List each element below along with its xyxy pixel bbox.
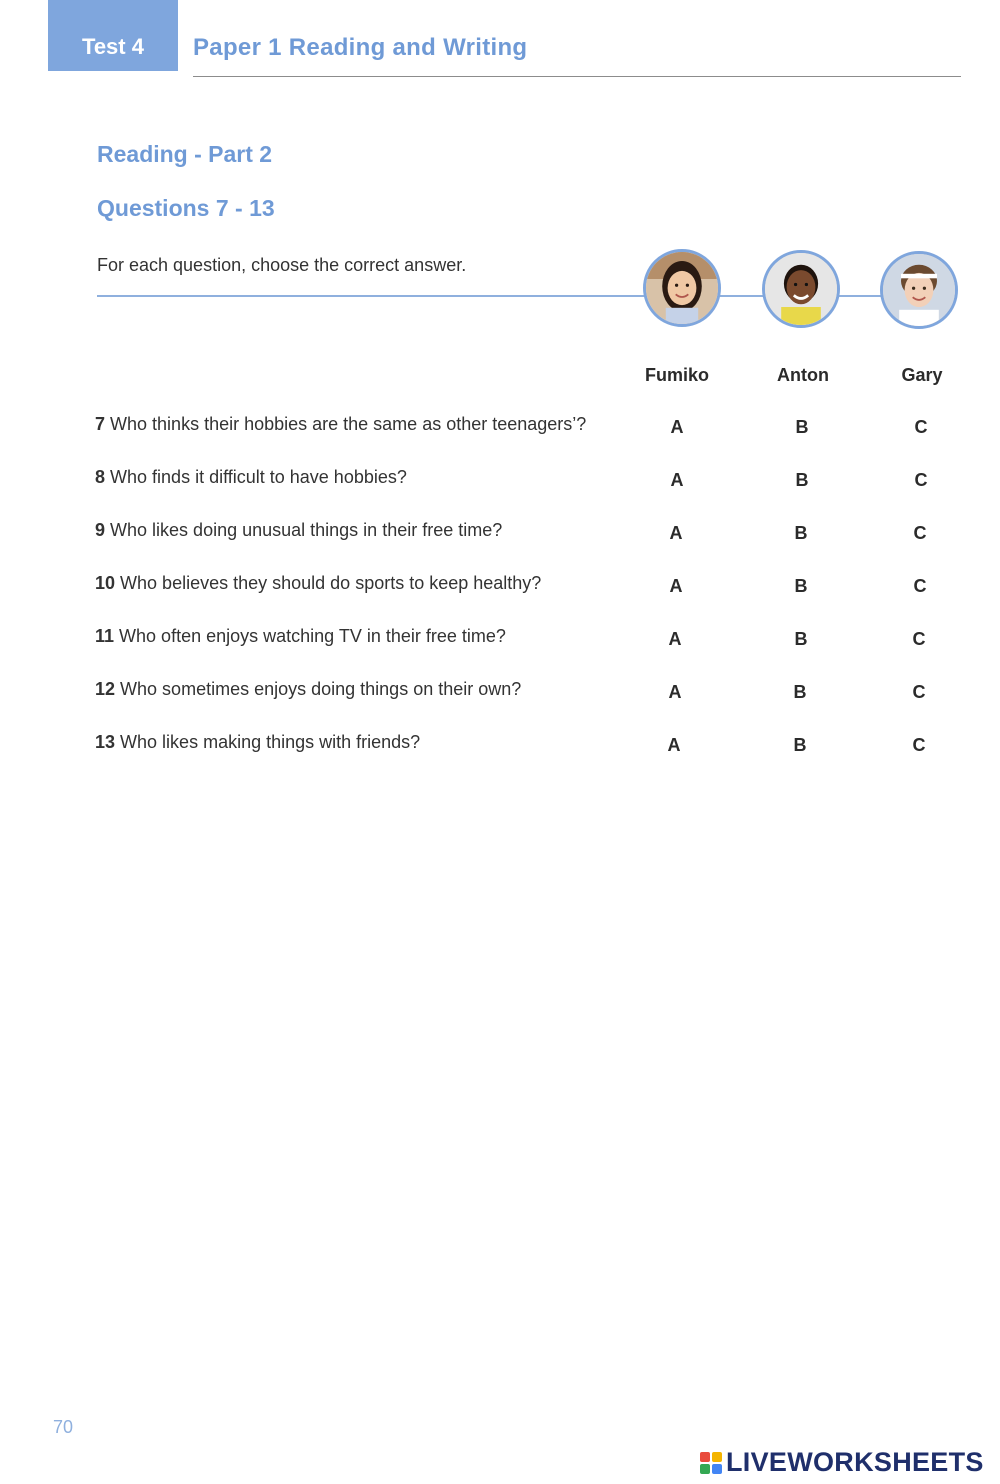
option-b[interactable]: B bbox=[794, 576, 808, 596]
option-c[interactable]: C bbox=[912, 629, 926, 649]
question-text bbox=[95, 520, 502, 541]
column-header-anton: Anton bbox=[777, 365, 829, 385]
option-c[interactable]: C bbox=[914, 417, 928, 437]
person-photo-icon bbox=[646, 252, 718, 324]
option-a[interactable]: A bbox=[667, 735, 681, 755]
question-row-8 bbox=[95, 467, 965, 497]
question-prompt: Who often enjoys watching TV in their free time? bbox=[119, 626, 506, 646]
liveworksheets-logo[interactable] bbox=[700, 1447, 984, 1478]
question-prompt: Who thinks their hobbies are the same as other teenagers’? bbox=[110, 414, 587, 434]
question-text bbox=[95, 414, 586, 435]
questions-range: Questions 7 - 13 bbox=[97, 195, 275, 221]
question-number: 13 bbox=[95, 732, 116, 752]
question-number: 7 bbox=[95, 414, 106, 434]
avatar-anton bbox=[762, 250, 840, 328]
question-text bbox=[95, 626, 506, 647]
question-row-9 bbox=[95, 520, 965, 550]
instruction-text: For each question, choose the correct answer. bbox=[97, 255, 467, 275]
question-prompt: Who believes they should do sports to keep healthy? bbox=[120, 573, 542, 593]
question-row-10 bbox=[95, 573, 965, 603]
option-b[interactable]: B bbox=[793, 735, 807, 755]
question-text bbox=[95, 679, 521, 700]
option-c[interactable]: C bbox=[912, 682, 926, 702]
option-b[interactable]: B bbox=[795, 417, 809, 437]
question-number: 10 bbox=[95, 573, 116, 593]
option-c[interactable]: C bbox=[912, 735, 926, 755]
question-number: 8 bbox=[95, 467, 106, 487]
question-row-13 bbox=[95, 732, 965, 762]
page-number: 70 bbox=[53, 1417, 74, 1437]
option-a[interactable]: A bbox=[668, 629, 682, 649]
avatar-gary bbox=[880, 251, 958, 329]
question-row-11 bbox=[95, 626, 965, 656]
question-row-7 bbox=[95, 414, 965, 444]
option-b[interactable]: B bbox=[793, 682, 807, 702]
paper-title: Paper 1 Reading and Writing bbox=[193, 34, 528, 61]
option-a[interactable]: A bbox=[668, 682, 682, 702]
test-tab-label: Test 4 bbox=[82, 33, 144, 59]
question-text bbox=[95, 573, 541, 594]
option-a[interactable]: A bbox=[670, 470, 684, 490]
logo-icon bbox=[700, 1452, 722, 1474]
option-b[interactable]: B bbox=[795, 470, 809, 490]
column-header-fumiko: Fumiko bbox=[644, 365, 709, 385]
question-text bbox=[95, 467, 407, 488]
question-number: 9 bbox=[95, 520, 106, 540]
question-prompt: Who likes doing unusual things in their free time? bbox=[110, 520, 503, 540]
person-photo-icon bbox=[883, 254, 955, 326]
avatar-fumiko bbox=[643, 249, 721, 327]
option-c[interactable]: C bbox=[913, 576, 927, 596]
option-a[interactable]: A bbox=[670, 417, 684, 437]
option-c[interactable]: C bbox=[913, 523, 927, 543]
question-number: 12 bbox=[95, 679, 116, 699]
option-c[interactable]: C bbox=[914, 470, 928, 490]
question-text bbox=[95, 732, 420, 753]
test-tab bbox=[48, 0, 178, 71]
header-divider bbox=[193, 76, 961, 77]
option-a[interactable]: A bbox=[669, 576, 683, 596]
question-prompt: Who sometimes enjoys doing things on their own? bbox=[120, 679, 522, 699]
question-number: 11 bbox=[95, 626, 115, 646]
question-prompt: Who finds it difficult to have hobbies? bbox=[110, 467, 407, 487]
option-b[interactable]: B bbox=[794, 629, 808, 649]
option-b[interactable]: B bbox=[794, 523, 808, 543]
section-title: Reading - Part 2 bbox=[97, 141, 273, 167]
question-row-12 bbox=[95, 679, 965, 709]
person-photo-icon bbox=[765, 253, 837, 325]
question-prompt: Who likes making things with friends? bbox=[120, 732, 421, 752]
brand-text: LIVEWORKSHEETS bbox=[726, 1447, 984, 1477]
option-a[interactable]: A bbox=[669, 523, 683, 543]
column-header-gary: Gary bbox=[901, 365, 943, 385]
